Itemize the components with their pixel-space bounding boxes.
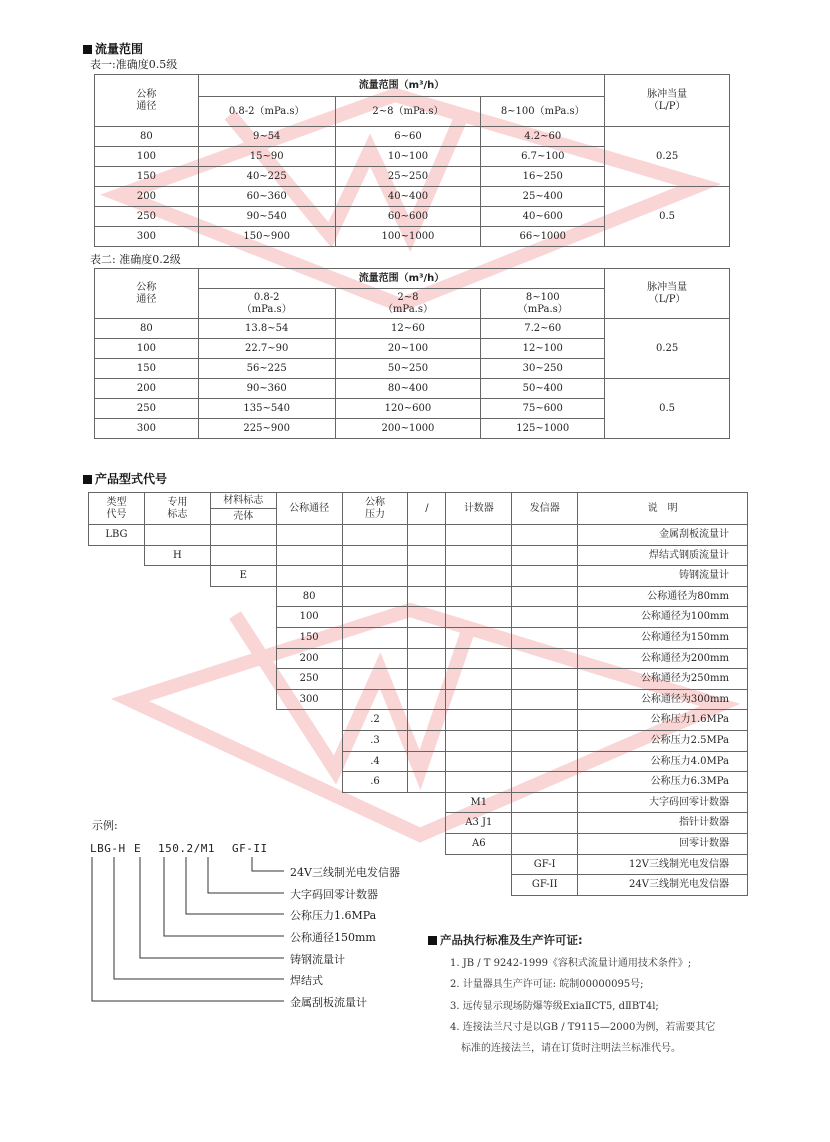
example-desc: 公称通径150mm bbox=[290, 931, 376, 944]
code-cell: E bbox=[210, 566, 276, 587]
cell: 80 bbox=[95, 319, 199, 339]
empty-cell bbox=[408, 792, 446, 813]
table-row bbox=[89, 710, 748, 731]
t1-header-col: 0.8-2（mPa.s） bbox=[198, 97, 335, 127]
cell: 125~1000 bbox=[481, 419, 605, 439]
table-row bbox=[89, 648, 748, 669]
description-cell: 公称压力6.3MPa bbox=[578, 772, 748, 793]
t1-header-range: 流量范围（m³/h） bbox=[198, 75, 604, 97]
cell bbox=[512, 813, 578, 834]
cell: 100 bbox=[95, 147, 199, 167]
description-cell: 公称通径为250mm bbox=[578, 669, 748, 690]
standards-title: 产品执行标准及生产许可证: bbox=[428, 932, 583, 948]
cell: 90~540 bbox=[198, 207, 335, 227]
empty-cell bbox=[144, 751, 210, 772]
cell-pulse: 0.5 bbox=[605, 379, 730, 439]
empty-cell bbox=[89, 792, 145, 813]
standards-item: 1. JB / T 9242-1999《容积式流量计通用技术条件》; bbox=[450, 958, 692, 969]
cell bbox=[144, 525, 210, 546]
code-cell: GF-I bbox=[512, 854, 578, 875]
code-cell: 300 bbox=[276, 689, 342, 710]
cell: 150 bbox=[95, 167, 199, 187]
header-material: 材料标志 bbox=[210, 493, 276, 509]
cell: 40~225 bbox=[198, 167, 335, 187]
cell bbox=[408, 566, 446, 587]
description-cell: 12V三线制光电发信器 bbox=[578, 854, 748, 875]
square-bullet-icon bbox=[83, 475, 92, 484]
empty-cell bbox=[89, 566, 145, 587]
description-cell: 焊结式钢质流量计 bbox=[578, 545, 748, 566]
empty-cell bbox=[276, 772, 342, 793]
cell: 22.7~90 bbox=[198, 339, 335, 359]
cell bbox=[512, 689, 578, 710]
empty-cell bbox=[210, 648, 276, 669]
example-desc: 铸钢流量计 bbox=[290, 953, 345, 966]
section-title-model-code: 产品型式代号 bbox=[83, 470, 167, 487]
cell: 50~250 bbox=[335, 359, 481, 379]
empty-cell bbox=[342, 792, 408, 813]
cell: 16~250 bbox=[481, 167, 605, 187]
table-row bbox=[95, 379, 730, 399]
empty-cell bbox=[276, 792, 342, 813]
empty-cell bbox=[276, 751, 342, 772]
cell bbox=[512, 607, 578, 628]
cell bbox=[512, 627, 578, 648]
section-title-flow-range: 流量范围 bbox=[83, 40, 143, 57]
empty-cell bbox=[446, 854, 512, 875]
cell: 300 bbox=[95, 227, 199, 247]
cell: 225~900 bbox=[198, 419, 335, 439]
empty-cell bbox=[408, 813, 446, 834]
cell bbox=[512, 751, 578, 772]
table-row bbox=[89, 875, 748, 896]
example-code-part: LBG-H bbox=[90, 842, 126, 855]
cell bbox=[408, 607, 446, 628]
empty-cell bbox=[89, 833, 145, 854]
cell bbox=[446, 772, 512, 793]
empty-cell bbox=[210, 710, 276, 731]
cell bbox=[446, 710, 512, 731]
cell bbox=[446, 627, 512, 648]
table-row bbox=[89, 751, 748, 772]
empty-cell bbox=[210, 669, 276, 690]
empty-cell bbox=[144, 566, 210, 587]
empty-cell bbox=[89, 627, 145, 648]
table-row bbox=[89, 730, 748, 751]
cell: 200 bbox=[95, 187, 199, 207]
empty-cell bbox=[89, 607, 145, 628]
header-desc: 说 明 bbox=[578, 493, 748, 525]
empty-cell bbox=[89, 854, 145, 875]
t2-header-col: 0.8-2 （mPa.s） bbox=[198, 289, 335, 319]
table-row bbox=[89, 607, 748, 628]
cell bbox=[342, 566, 408, 587]
table-row bbox=[89, 689, 748, 710]
cell bbox=[512, 648, 578, 669]
cell bbox=[408, 669, 446, 690]
cell bbox=[342, 586, 408, 607]
cell: 40~400 bbox=[335, 187, 481, 207]
cell bbox=[446, 545, 512, 566]
cell: 56~225 bbox=[198, 359, 335, 379]
t1-header-pulse: 脉冲当量 （L/P） bbox=[605, 75, 730, 127]
empty-cell bbox=[89, 710, 145, 731]
cell bbox=[342, 607, 408, 628]
cell: 25~250 bbox=[335, 167, 481, 187]
empty-cell bbox=[89, 772, 145, 793]
t1-header-dn: 公称 通径 bbox=[95, 75, 199, 127]
empty-cell bbox=[210, 875, 276, 896]
description-cell: 大字码回零计数器 bbox=[578, 792, 748, 813]
empty-cell bbox=[276, 730, 342, 751]
square-bullet-icon bbox=[83, 45, 92, 54]
cell: 6~60 bbox=[335, 127, 481, 147]
code-cell: 80 bbox=[276, 586, 342, 607]
example-label: 示例: bbox=[92, 819, 118, 832]
cell: 13.8~54 bbox=[198, 319, 335, 339]
example-desc: 24V三线制光电发信器 bbox=[290, 866, 400, 879]
table-row bbox=[95, 319, 730, 339]
t2-header-col: 2~8 （mPa.s） bbox=[335, 289, 481, 319]
cell bbox=[408, 627, 446, 648]
cell: 25~400 bbox=[481, 187, 605, 207]
cell bbox=[446, 689, 512, 710]
cell: 66~1000 bbox=[481, 227, 605, 247]
cell bbox=[512, 669, 578, 690]
cell: 75~600 bbox=[481, 399, 605, 419]
description-cell: 公称压力4.0MPa bbox=[578, 751, 748, 772]
cell bbox=[342, 525, 408, 546]
empty-cell bbox=[144, 875, 210, 896]
table-row bbox=[89, 813, 748, 834]
empty-cell bbox=[276, 854, 342, 875]
cell bbox=[408, 648, 446, 669]
empty-cell bbox=[276, 833, 342, 854]
table-row bbox=[89, 586, 748, 607]
cell bbox=[408, 710, 446, 731]
cell: 9~54 bbox=[198, 127, 335, 147]
cell bbox=[342, 545, 408, 566]
cell: 10~100 bbox=[335, 147, 481, 167]
t2-header-dn: 公称 通径 bbox=[95, 269, 199, 319]
cell bbox=[342, 627, 408, 648]
cell bbox=[342, 669, 408, 690]
cell: 200~1000 bbox=[335, 419, 481, 439]
cell bbox=[408, 772, 446, 793]
cell bbox=[446, 566, 512, 587]
standards-item: 标准的连接法兰，请在订货时注明法兰标准代号。 bbox=[461, 1043, 681, 1054]
code-cell: A6 bbox=[446, 833, 512, 854]
cell: 40~600 bbox=[481, 207, 605, 227]
cell bbox=[512, 566, 578, 587]
header-transmitter: 发信器 bbox=[512, 493, 578, 525]
empty-cell bbox=[144, 772, 210, 793]
empty-cell bbox=[210, 586, 276, 607]
cell bbox=[512, 833, 578, 854]
cell bbox=[408, 525, 446, 546]
code-cell: LBG bbox=[89, 525, 145, 546]
description-cell: 公称通径为100mm bbox=[578, 607, 748, 628]
example-desc: 大字码回零计数器 bbox=[290, 888, 378, 901]
cell: 80 bbox=[95, 127, 199, 147]
empty-cell bbox=[144, 854, 210, 875]
empty-cell bbox=[210, 689, 276, 710]
cell bbox=[512, 710, 578, 731]
code-cell: .4 bbox=[342, 751, 408, 772]
cell bbox=[276, 566, 342, 587]
empty-cell bbox=[89, 875, 145, 896]
example-desc: 金属刮板流量计 bbox=[290, 996, 367, 1009]
empty-cell bbox=[408, 833, 446, 854]
example-code-part: E bbox=[134, 842, 142, 855]
cell: 60~600 bbox=[335, 207, 481, 227]
empty-cell bbox=[210, 627, 276, 648]
empty-cell bbox=[408, 875, 446, 896]
t2-header-col: 8~100 （mPa.s） bbox=[481, 289, 605, 319]
empty-cell bbox=[342, 875, 408, 896]
empty-cell bbox=[210, 751, 276, 772]
example-code-part: GF-II bbox=[232, 842, 268, 855]
empty-cell bbox=[210, 772, 276, 793]
description-cell: 公称通径为200mm bbox=[578, 648, 748, 669]
cell: 250 bbox=[95, 207, 199, 227]
cell bbox=[342, 689, 408, 710]
empty-cell bbox=[210, 833, 276, 854]
empty-cell bbox=[144, 627, 210, 648]
cell bbox=[512, 545, 578, 566]
code-cell: H bbox=[144, 545, 210, 566]
empty-cell bbox=[446, 875, 512, 896]
description-cell: 公称通径为80mm bbox=[578, 586, 748, 607]
model-code-table bbox=[88, 492, 748, 896]
description-cell: 公称通径为300mm bbox=[578, 689, 748, 710]
table-row bbox=[89, 545, 748, 566]
table-row bbox=[89, 566, 748, 587]
empty-cell bbox=[89, 669, 145, 690]
cell bbox=[408, 586, 446, 607]
cell: 150~900 bbox=[198, 227, 335, 247]
flow-range-table-2 bbox=[94, 268, 730, 439]
cell bbox=[446, 751, 512, 772]
table-row bbox=[89, 833, 748, 854]
description-cell: 回零计数器 bbox=[578, 833, 748, 854]
table-row bbox=[89, 772, 748, 793]
example-desc: 公称压力1.6MPa bbox=[290, 909, 377, 922]
cell: 80~400 bbox=[335, 379, 481, 399]
empty-cell bbox=[89, 586, 145, 607]
empty-cell bbox=[276, 875, 342, 896]
standards-item: 3. 远传显示现场防爆等级ExiaⅡCT5, dⅡBT4l; bbox=[450, 1001, 659, 1012]
t2-header-pulse: 脉冲当量 （L/P） bbox=[605, 269, 730, 319]
cell: 90~360 bbox=[198, 379, 335, 399]
cell bbox=[512, 772, 578, 793]
cell bbox=[446, 586, 512, 607]
description-cell: 金属刮板流量计 bbox=[578, 525, 748, 546]
cell bbox=[446, 669, 512, 690]
empty-cell bbox=[89, 751, 145, 772]
code-cell: 150 bbox=[276, 627, 342, 648]
header-pressure: 公称 压力 bbox=[342, 493, 408, 525]
empty-cell bbox=[144, 689, 210, 710]
cell bbox=[512, 730, 578, 751]
standards-item: 2. 计量器具生产许可证: 皖制00000095号; bbox=[450, 979, 644, 990]
empty-cell bbox=[89, 545, 145, 566]
code-cell: .6 bbox=[342, 772, 408, 793]
cell bbox=[408, 689, 446, 710]
empty-cell bbox=[408, 854, 446, 875]
cell bbox=[408, 545, 446, 566]
cell-pulse: 0.25 bbox=[605, 127, 730, 187]
empty-cell bbox=[210, 854, 276, 875]
empty-cell bbox=[342, 833, 408, 854]
header-shell: 壳体 bbox=[210, 509, 276, 525]
square-bullet-icon bbox=[428, 936, 437, 945]
cell: 12~60 bbox=[335, 319, 481, 339]
empty-cell bbox=[89, 689, 145, 710]
cell: 150 bbox=[95, 359, 199, 379]
description-cell: 指针计数器 bbox=[578, 813, 748, 834]
standards-item: 4. 连接法兰尺寸是以GB / T9115—2000为例，若需要其它 bbox=[450, 1022, 716, 1033]
empty-cell bbox=[144, 648, 210, 669]
header-slash: / bbox=[408, 493, 446, 525]
empty-cell bbox=[342, 813, 408, 834]
description-cell: 铸钢流量计 bbox=[578, 566, 748, 587]
header-dn: 公称通径 bbox=[276, 493, 342, 525]
cell bbox=[276, 525, 342, 546]
description-cell: 24V三线制光电发信器 bbox=[578, 875, 748, 896]
table-row bbox=[89, 854, 748, 875]
empty-cell bbox=[144, 833, 210, 854]
cell bbox=[512, 525, 578, 546]
empty-cell bbox=[89, 813, 145, 834]
cell: 60~360 bbox=[198, 187, 335, 207]
cell: 20~100 bbox=[335, 339, 481, 359]
cell: 135~540 bbox=[198, 399, 335, 419]
description-cell: 公称压力1.6MPa bbox=[578, 710, 748, 731]
description-cell: 公称通径为150mm bbox=[578, 627, 748, 648]
empty-cell bbox=[144, 586, 210, 607]
empty-cell bbox=[144, 669, 210, 690]
empty-cell bbox=[210, 792, 276, 813]
example-desc: 焊结式 bbox=[290, 974, 323, 987]
flow-range-table-1 bbox=[94, 74, 730, 247]
code-cell: 200 bbox=[276, 648, 342, 669]
header-type: 类型 代号 bbox=[89, 493, 145, 525]
cell: 7.2~60 bbox=[481, 319, 605, 339]
header-special: 专用 标志 bbox=[144, 493, 210, 525]
empty-cell bbox=[89, 648, 145, 669]
code-cell: 100 bbox=[276, 607, 342, 628]
empty-cell bbox=[210, 813, 276, 834]
table-row bbox=[95, 187, 730, 207]
cell bbox=[446, 525, 512, 546]
t1-header-col: 2~8（mPa.s） bbox=[335, 97, 481, 127]
cell: 120~600 bbox=[335, 399, 481, 419]
empty-cell bbox=[276, 813, 342, 834]
cell bbox=[446, 607, 512, 628]
table-row bbox=[89, 669, 748, 690]
cell: 250 bbox=[95, 399, 199, 419]
cell: 15~90 bbox=[198, 147, 335, 167]
table-row bbox=[95, 127, 730, 147]
header-counter: 计数器 bbox=[446, 493, 512, 525]
cell bbox=[276, 545, 342, 566]
cell: 4.2~60 bbox=[481, 127, 605, 147]
cell-pulse: 0.25 bbox=[605, 319, 730, 379]
description-cell: 公称压力2.5MPa bbox=[578, 730, 748, 751]
cell bbox=[408, 730, 446, 751]
cell bbox=[342, 648, 408, 669]
empty-cell bbox=[144, 813, 210, 834]
empty-cell bbox=[276, 710, 342, 731]
cell bbox=[446, 648, 512, 669]
code-cell: A3 J1 bbox=[446, 813, 512, 834]
cell: 300 bbox=[95, 419, 199, 439]
table-row bbox=[89, 792, 748, 813]
empty-cell bbox=[210, 730, 276, 751]
cell: 100 bbox=[95, 339, 199, 359]
cell: 30~250 bbox=[481, 359, 605, 379]
code-cell: M1 bbox=[446, 792, 512, 813]
empty-cell bbox=[144, 710, 210, 731]
code-cell: .2 bbox=[342, 710, 408, 731]
table-row bbox=[89, 627, 748, 648]
empty-cell bbox=[144, 792, 210, 813]
cell bbox=[408, 751, 446, 772]
cell bbox=[210, 525, 276, 546]
cell bbox=[210, 545, 276, 566]
cell: 50~400 bbox=[481, 379, 605, 399]
cell: 100~1000 bbox=[335, 227, 481, 247]
example-code-part: 150.2/M1 bbox=[158, 842, 215, 855]
empty-cell bbox=[210, 607, 276, 628]
t1-header-col: 8~100（mPa.s） bbox=[481, 97, 605, 127]
t2-header-range: 流量范围（m³/h） bbox=[198, 269, 604, 289]
table1-caption: 表一:准确度0.5级 bbox=[90, 58, 178, 71]
empty-cell bbox=[144, 730, 210, 751]
cell: 12~100 bbox=[481, 339, 605, 359]
cell: 200 bbox=[95, 379, 199, 399]
cell bbox=[446, 730, 512, 751]
table2-caption: 表二: 准确度0.2级 bbox=[90, 253, 181, 266]
empty-cell bbox=[342, 854, 408, 875]
empty-cell bbox=[144, 607, 210, 628]
code-cell: .3 bbox=[342, 730, 408, 751]
code-cell: GF-II bbox=[512, 875, 578, 896]
code-cell: 250 bbox=[276, 669, 342, 690]
empty-cell bbox=[89, 730, 145, 751]
cell bbox=[512, 792, 578, 813]
cell bbox=[512, 586, 578, 607]
table-row bbox=[89, 525, 748, 546]
cell: 6.7~100 bbox=[481, 147, 605, 167]
cell-pulse: 0.5 bbox=[605, 187, 730, 247]
